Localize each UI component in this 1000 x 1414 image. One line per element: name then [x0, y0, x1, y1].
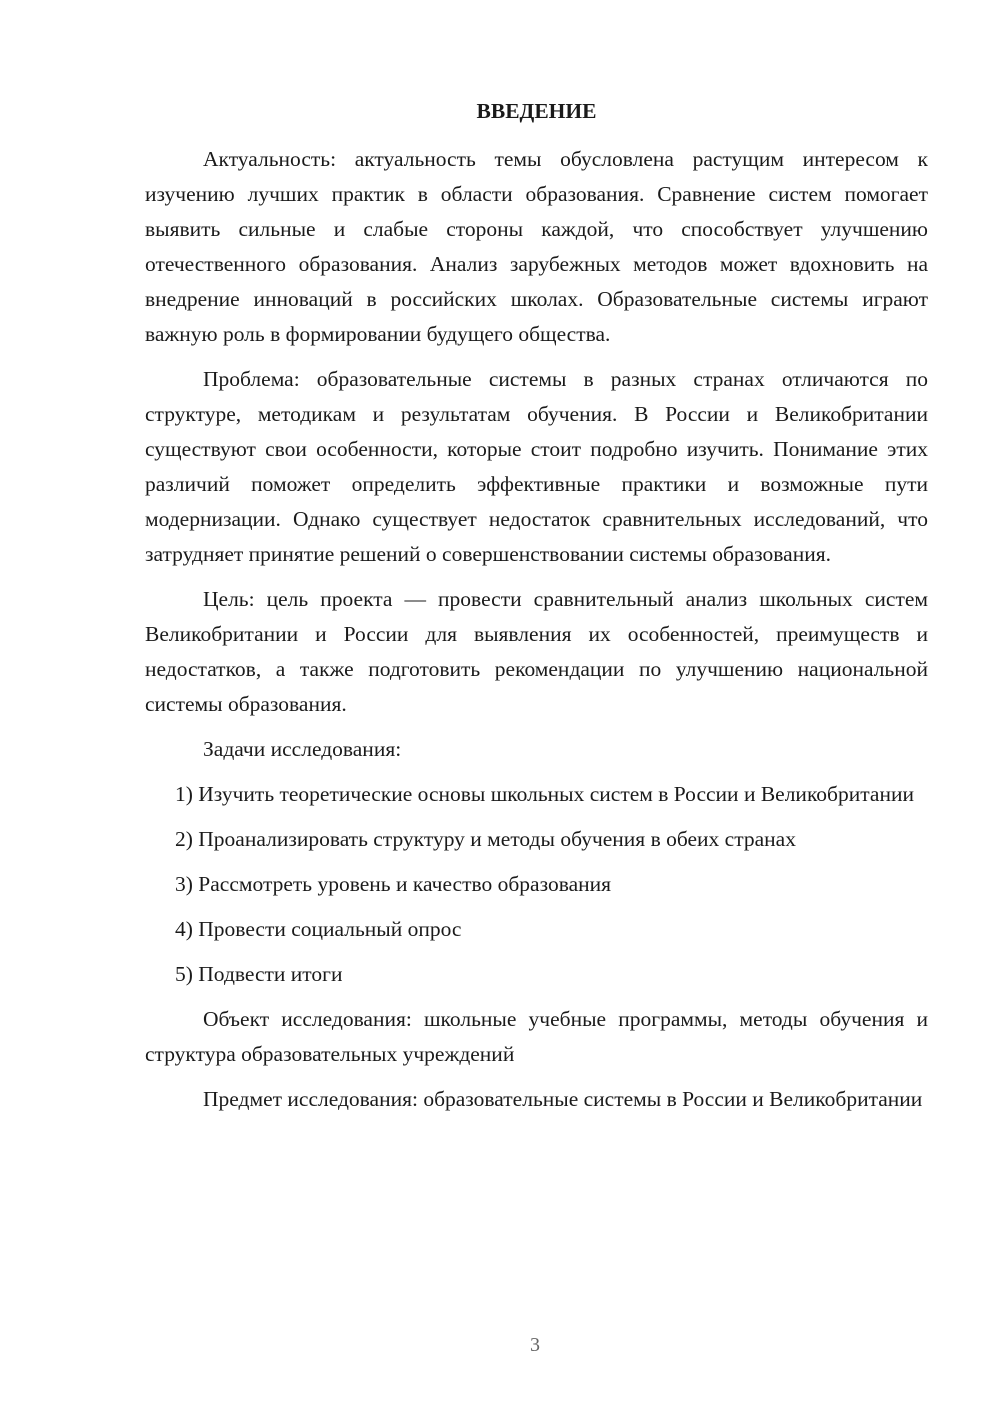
- task-item: 2) Проанализировать структуру и методы обучения в обеих странах: [175, 827, 796, 851]
- page-number: 3: [530, 1334, 540, 1356]
- object-paragraph: Объект исследования: школьные учебные программы, методы обучения и структура образовательных учреждений: [145, 1007, 928, 1066]
- page-title: ВВЕДЕНИЕ: [476, 99, 597, 123]
- goal-paragraph: Цель: цель проекта — провести сравнительный анализ школьных систем Великобритании и России для выявления их особенностей, преимуществ и недостатков, а также подготовить рекомендации по улучшению национальной системы образования.: [145, 587, 928, 716]
- tasks-heading: Задачи исследования:: [203, 737, 402, 761]
- problem-paragraph: Проблема: образовательные системы в разных странах отличаются по структуре, методикам и результатам обучения. В России и Великобритании существуют свои особенности, которые стоит подробно изучить. Понимание этих различий поможет определить эффективные практики и возможные пути модернизации. Однако существует недостаток сравнительных исследований, что затрудняет принятие решений о совершенствовании системы образования.: [145, 367, 928, 566]
- document-page: [145, 94, 928, 1127]
- relevance-paragraph: Актуальность: актуальность темы обусловлена растущим интересом к изучению лучших практик в области образования. Сравнение систем помогает выявить сильные и слабые стороны каждой, что способствует улучшению отечественного образования. Анализ зарубежных методов может вдохновить на внедрение инноваций в российских школах. Образовательные системы играют важную роль в формировании будущего общества.: [145, 147, 928, 346]
- subject-paragraph: Предмет исследования: образовательные системы в России и Великобритании: [203, 1087, 923, 1111]
- task-item: 4) Провести социальный опрос: [175, 917, 462, 941]
- task-item: 3) Рассмотреть уровень и качество образования: [175, 872, 612, 896]
- task-item: 5) Подвести итоги: [175, 962, 343, 986]
- task-item: 1) Изучить теоретические основы школьных систем в России и Великобритании: [175, 782, 914, 806]
